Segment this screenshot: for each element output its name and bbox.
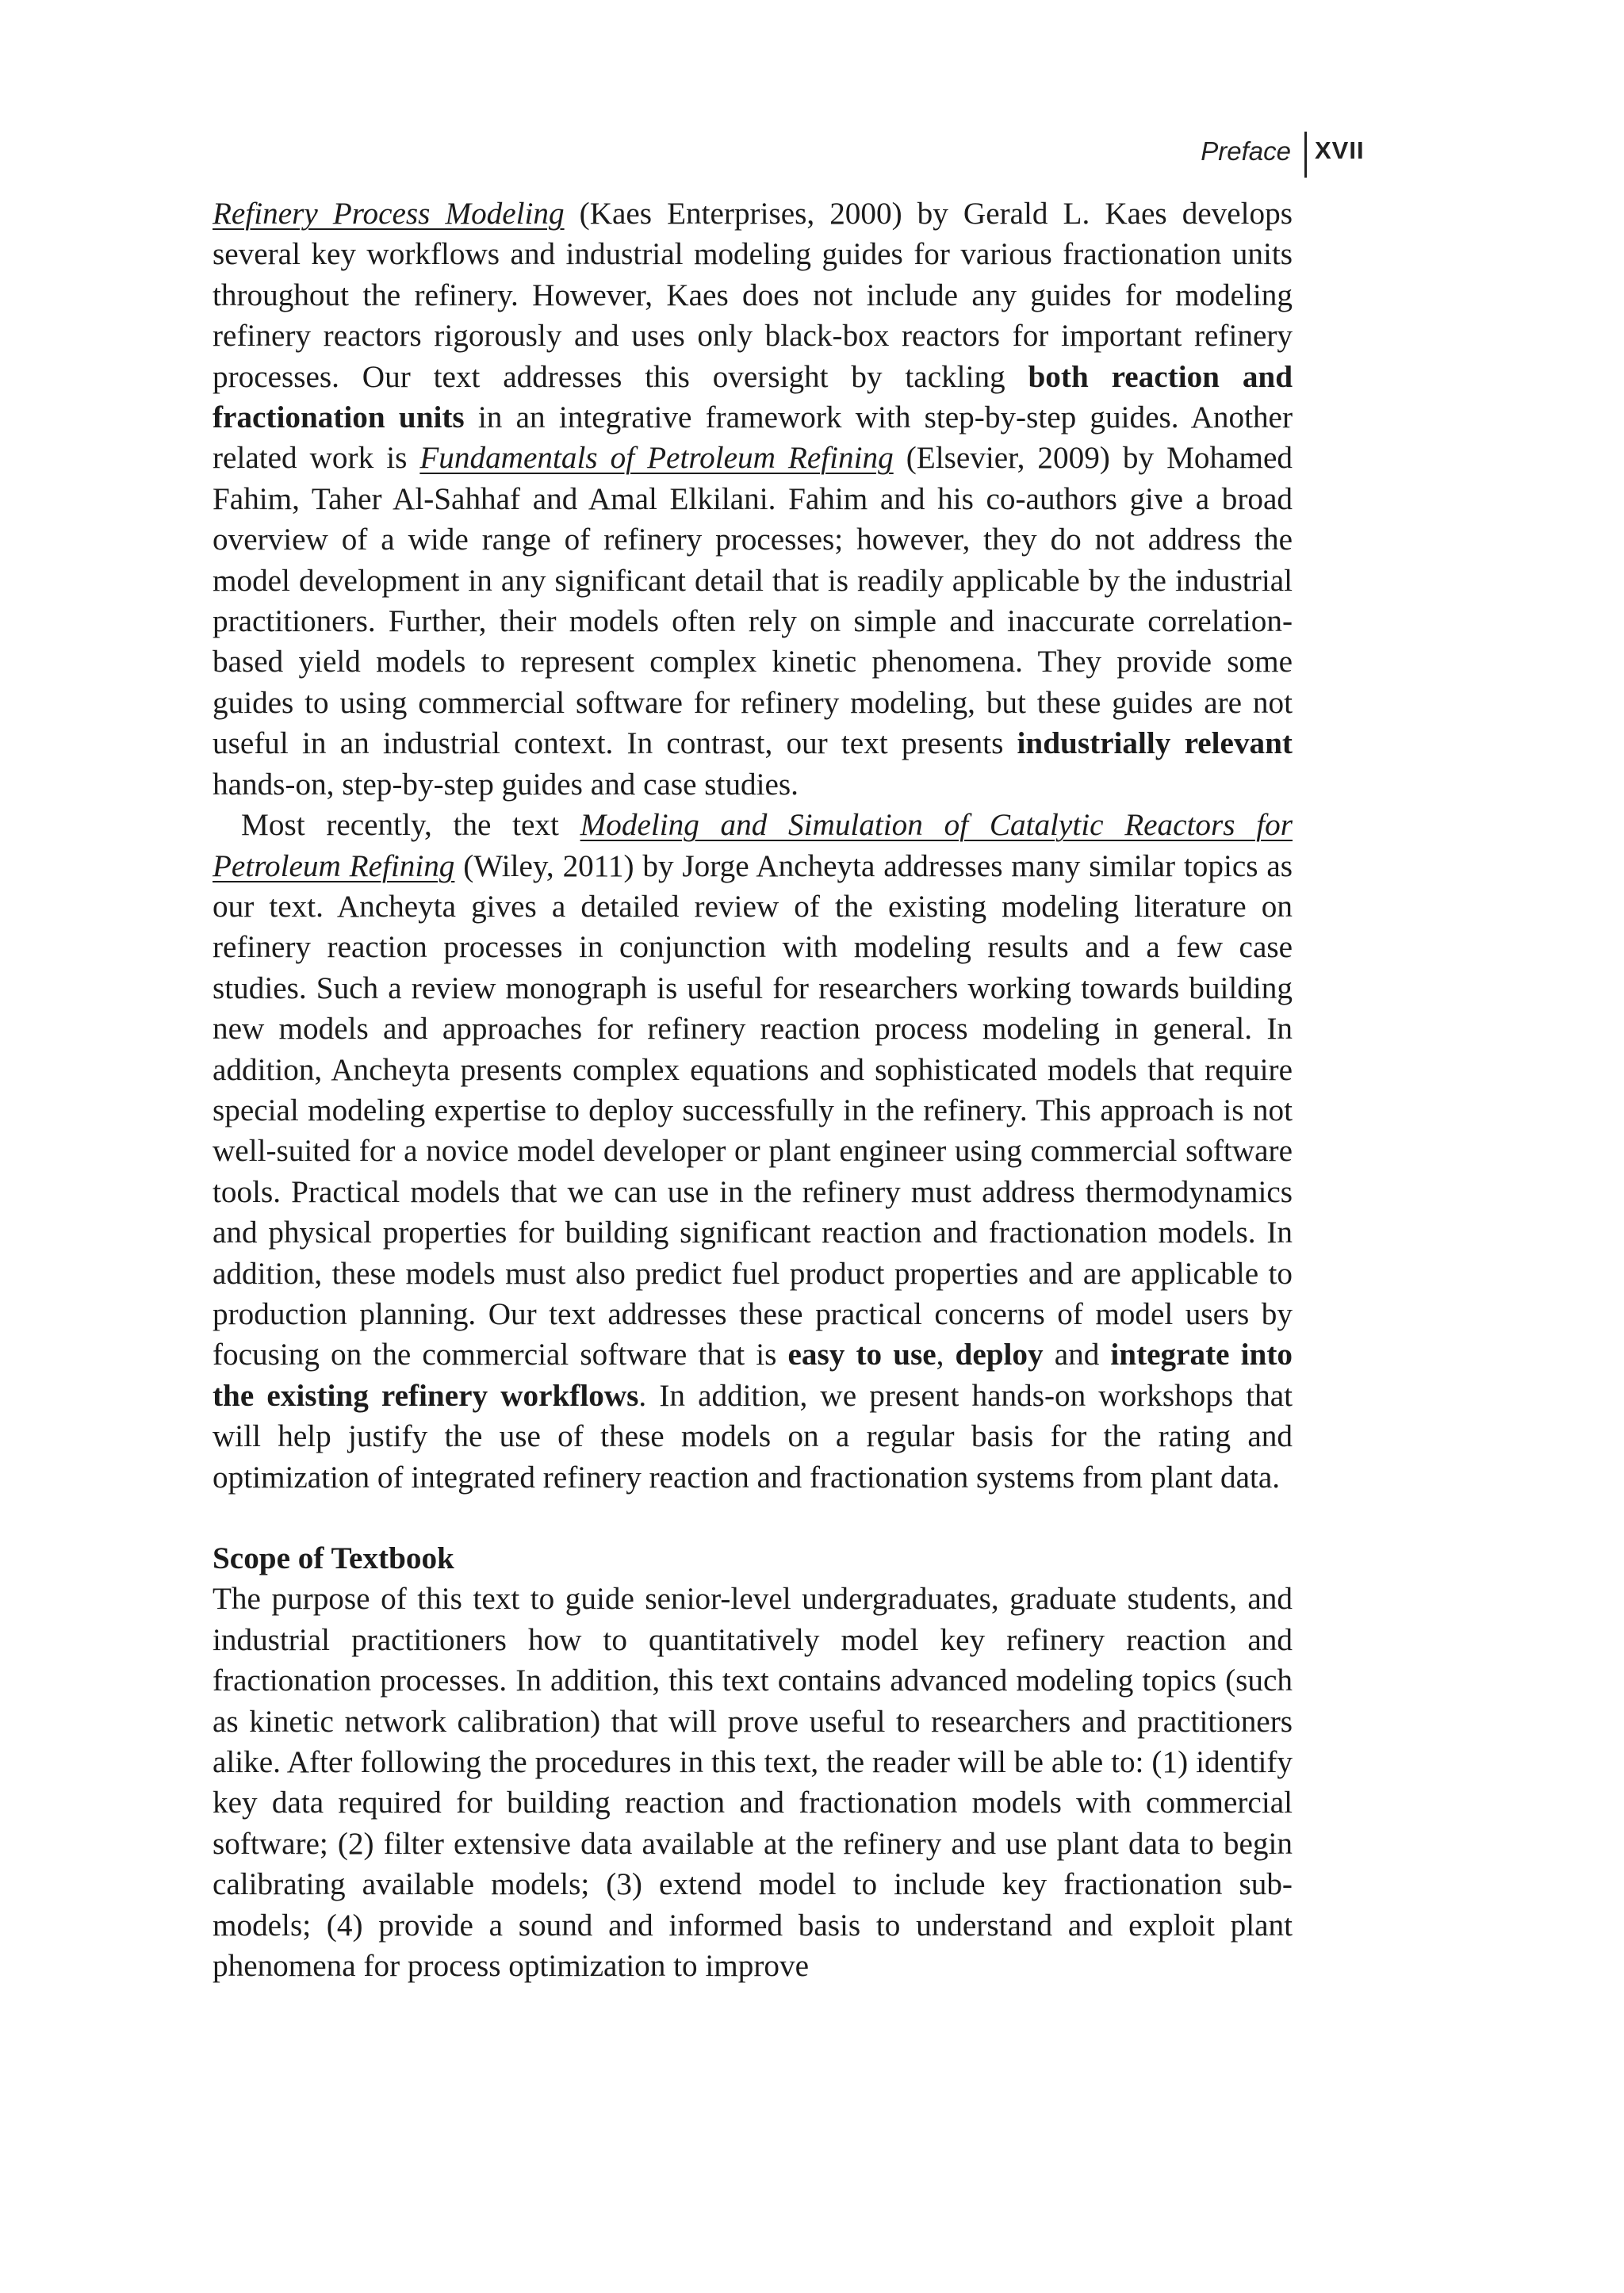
paragraph-1-text-3: (Elsevier, 2009) by Mohamed Fahim, Taher Al-Sahhaf and Amal Elkilani. Fahim and his co-authors give a broad overview of a wide range of refinery processes; however, they do not address the model development in any significant detail that is readily applicable by the industrial practitioners. Further, their models often rely on simple and inaccurate correlation-based yield models to represent complex kinetic phenomena. They provide some guides to using commercial software for refinery modeling, but these guides are not useful in an industrial context. In contrast, our text presents xyxy=(213,441,1293,761)
citation-modeling-simulation-catalytic-reactors: Modeling and Simulation of Catalytic Reactors for Petroleum Refining xyxy=(213,808,1293,883)
paragraph-1-text-2: in an integrative framework with step-by-step guides. Another related work is xyxy=(213,400,1293,476)
page-number: XVII xyxy=(1315,136,1365,164)
paragraph-3: The purpose of this text to guide senior-level undergraduates, graduate students, and industrial practitioners how to quantitatively model key refinery reaction and fractionation processes. In addition, this text contains advanced modeling topics (such as kinetic network calibration) that will prove useful to researchers and practitioners alike. After following the procedures in this text, the reader will be able to: (1) identify key data required for building reaction and fractionation models with commercial software; (2) filter extensive data available at the refinery and use plant data to begin calibrating available models; (3) extend model to include key fractionation sub-models; (4) provide a sound and informed basis to understand and exploit plant phenomena for process optimization to improve xyxy=(213,1582,1293,1984)
citation-fundamentals-petroleum-refining: Fundamentals of Petroleum Refining xyxy=(419,441,894,476)
emphasis-easy-to-use: easy to use xyxy=(787,1338,936,1372)
emphasis-deploy: deploy xyxy=(955,1338,1044,1372)
paragraph-2 xyxy=(213,805,1293,1498)
paragraph-1-text-1: (Kaes Enterprises, 2000) by Gerald L. Kaes develops several key workflows and industrial modeling guides for various fractionation units throughout the refinery. However, Kaes does not include any guides for modeling refinery reactors rigorously and uses only black-box reactors for important refinery processes. Our text addresses this oversight by tackling xyxy=(213,197,1293,394)
running-head xyxy=(1110,132,1372,179)
paragraph-2-text-2: (Wiley, 2011) by Jorge Ancheyta addresses many similar topics as our text. Ancheyta gives a detailed review of the existing modeling literature on refinery reaction processes in conjunction with modeling results and a few case studies. Such a review monograph is useful for researchers working towards building new models and approaches for refinery reaction process modeling in general. In addition, Ancheyta presents complex equations and sophisticated models that require special modeling expertise to deploy successfully in the refinery. This approach is not well-suited for a novice model developer or plant engineer using commercial software tools. Practical models that we can use in the refinery must address thermodynamics and physical properties for building significant reaction and fractionation models. In addition, these models must also predict fuel product properties and are applicable to production planning. Our text addresses these practical concerns of model users by focusing on the commercial software that is xyxy=(213,848,1293,1372)
paragraph-2-text-5: . In addition, we present hands-on workshops that will help justify the use of these models on a regular basis for the rating and optimization of integrated refinery reaction and fractionation systems from plant data. xyxy=(213,1378,1293,1495)
emphasis-both-units: both reaction and fractionation units xyxy=(213,359,1293,435)
running-head-section: Preface xyxy=(1201,136,1291,166)
section-heading: Scope of Textbook xyxy=(213,1541,454,1575)
citation-refinery-process-modeling: Refinery Process Modeling xyxy=(213,197,565,231)
paragraph-2-text-4: and xyxy=(1043,1338,1111,1372)
paragraph-2-text-3: , xyxy=(936,1338,956,1372)
paragraph-2-text-1: Most recently, the text xyxy=(241,808,580,843)
emphasis-integrate-workflows: integrate into the existing refinery workflows xyxy=(213,1338,1293,1413)
paragraph-1-text-4: hands-on, step-by-step guides and case studies. xyxy=(213,767,799,802)
running-head-divider xyxy=(1304,132,1307,178)
body-text xyxy=(213,193,1293,1986)
emphasis-industrially-relevant: industrially relevant xyxy=(1017,726,1293,761)
paragraph-1 xyxy=(213,193,1293,805)
